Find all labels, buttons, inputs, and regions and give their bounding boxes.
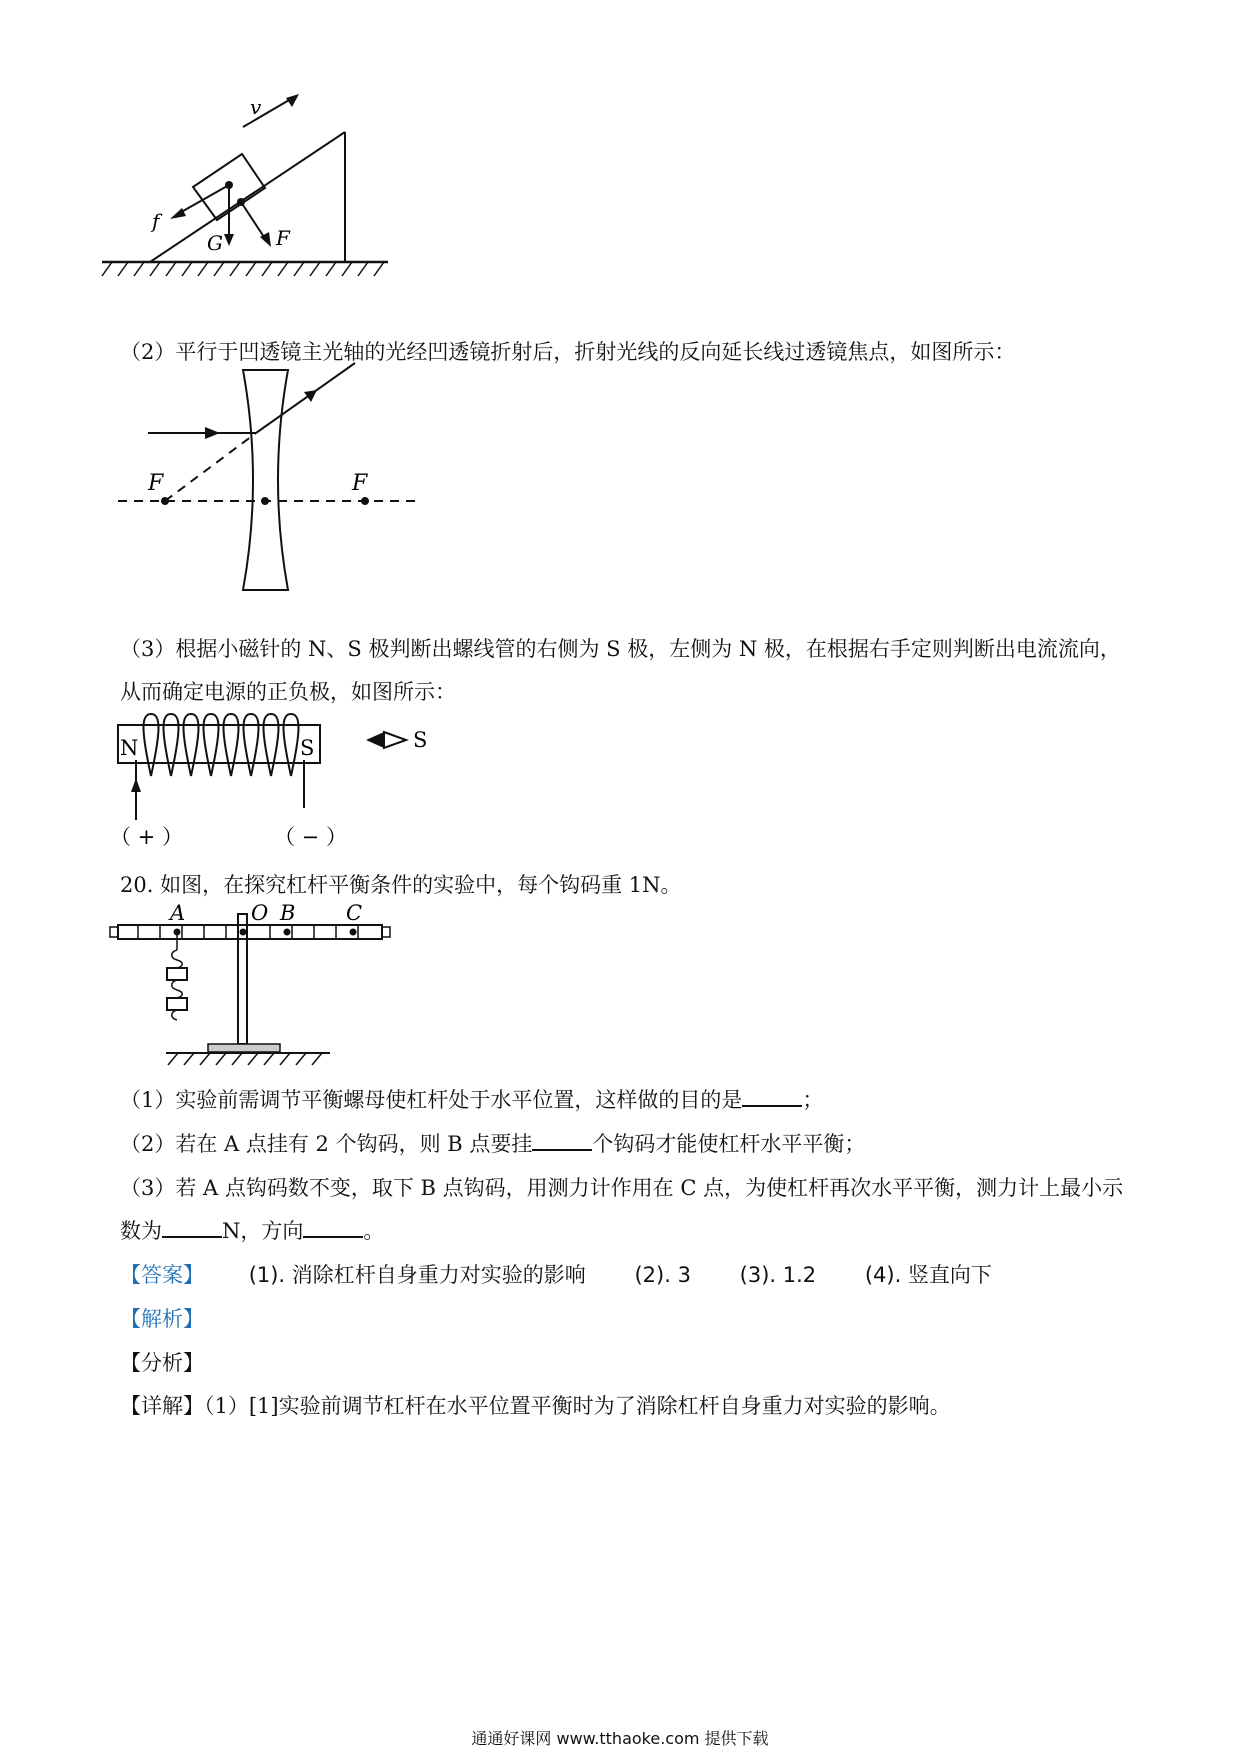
q20-part2-text: （2）若在 A 点挂有 2 个钩码，则 B 点要挂 [120,1132,533,1156]
solenoid-s-label: S [300,736,315,760]
q20-part1 [120,1084,823,1114]
needle-s-label: S [413,728,428,752]
answer-blank-4[interactable] [303,1218,363,1238]
incline-figure [100,90,400,300]
plus-terminal: （ + ） [110,825,183,849]
p3-text-2: 从而确定电源的正负极，如图所示： [120,680,456,704]
answer-line [120,1259,992,1289]
q20-part1-end: ； [802,1088,824,1112]
gravity-label: G [207,231,223,255]
point-o-label: O [251,901,269,925]
pressure-force-label: F [276,226,290,250]
q20-part3-line1: （3）若 A 点钩码数不变，取下 B 点钩码，用测力计作用在 C 点，为使杠杆再次水平平衡，测力计上最小示 [120,1176,1124,1200]
detail-text: （1）[1]实验前调节杠杆在水平位置平衡时为了消除杠杆自身重力对实验的影响。 [204,1394,951,1418]
answer-blank-1[interactable] [742,1087,802,1107]
p2-text: （2）平行于凹透镜主光轴的光经凹透镜折射后，折射光线的反向延长线过透镜焦点，如图所示： [120,340,1016,364]
point-c-label: C [346,901,363,925]
lever-figure [108,900,408,1100]
answer-4: (4). 竖直向下 [864,1263,992,1287]
answer-1: (1). 消除杠杆自身重力对实验的影响 [248,1263,586,1287]
focus-right-label: F [352,471,368,496]
q20-part3-post: 。 [363,1219,385,1243]
answer-blank-3[interactable] [162,1218,222,1238]
point-b-label: B [280,901,296,925]
solenoid-n-label: N [120,736,139,760]
q20-part3-line2 [120,1215,384,1245]
minus-terminal: （ − ） [274,825,347,849]
focus-left-label: F [148,471,164,496]
velocity-label: v [250,95,262,119]
answer-blank-2[interactable] [532,1131,592,1151]
answer-label: 【答案】 [120,1263,204,1287]
q20-part3-mid: N，方向 [222,1219,304,1243]
q20-part2 [120,1128,865,1158]
jiexi-label: 【解析】 [120,1307,204,1331]
friction-label: f [152,209,160,233]
answer-2: (2). 3 [634,1263,691,1287]
lens-figure [110,360,430,600]
page-footer: 通通好课网 www.tthaoke.com 提供下载 [471,1729,769,1748]
q20-title: 20. 如图，在探究杠杆平衡条件的实验中，每个钩码重 1N。 [120,873,682,897]
point-a-label: A [170,901,186,925]
detail-label: 【详解】 [120,1394,204,1418]
answer-3: (3). 1.2 [739,1263,817,1287]
solenoid-figure [108,700,478,850]
detail-line [120,1390,951,1420]
q20-part3-pre: 数为 [120,1219,162,1243]
fenxi-label: 【分析】 [120,1351,204,1375]
p3-text-1: （3）根据小磁针的 N、S 极判断出螺线管的右侧为 S 极，左侧为 N 极，在根据右手定则判断出电流流向， [120,637,1121,661]
q20-part2-end: 个钩码才能使杠杆水平平衡； [592,1132,866,1156]
q20-part1-text: （1）实验前需调节平衡螺母使杠杆处于水平位置，这样做的目的是 [120,1088,743,1112]
